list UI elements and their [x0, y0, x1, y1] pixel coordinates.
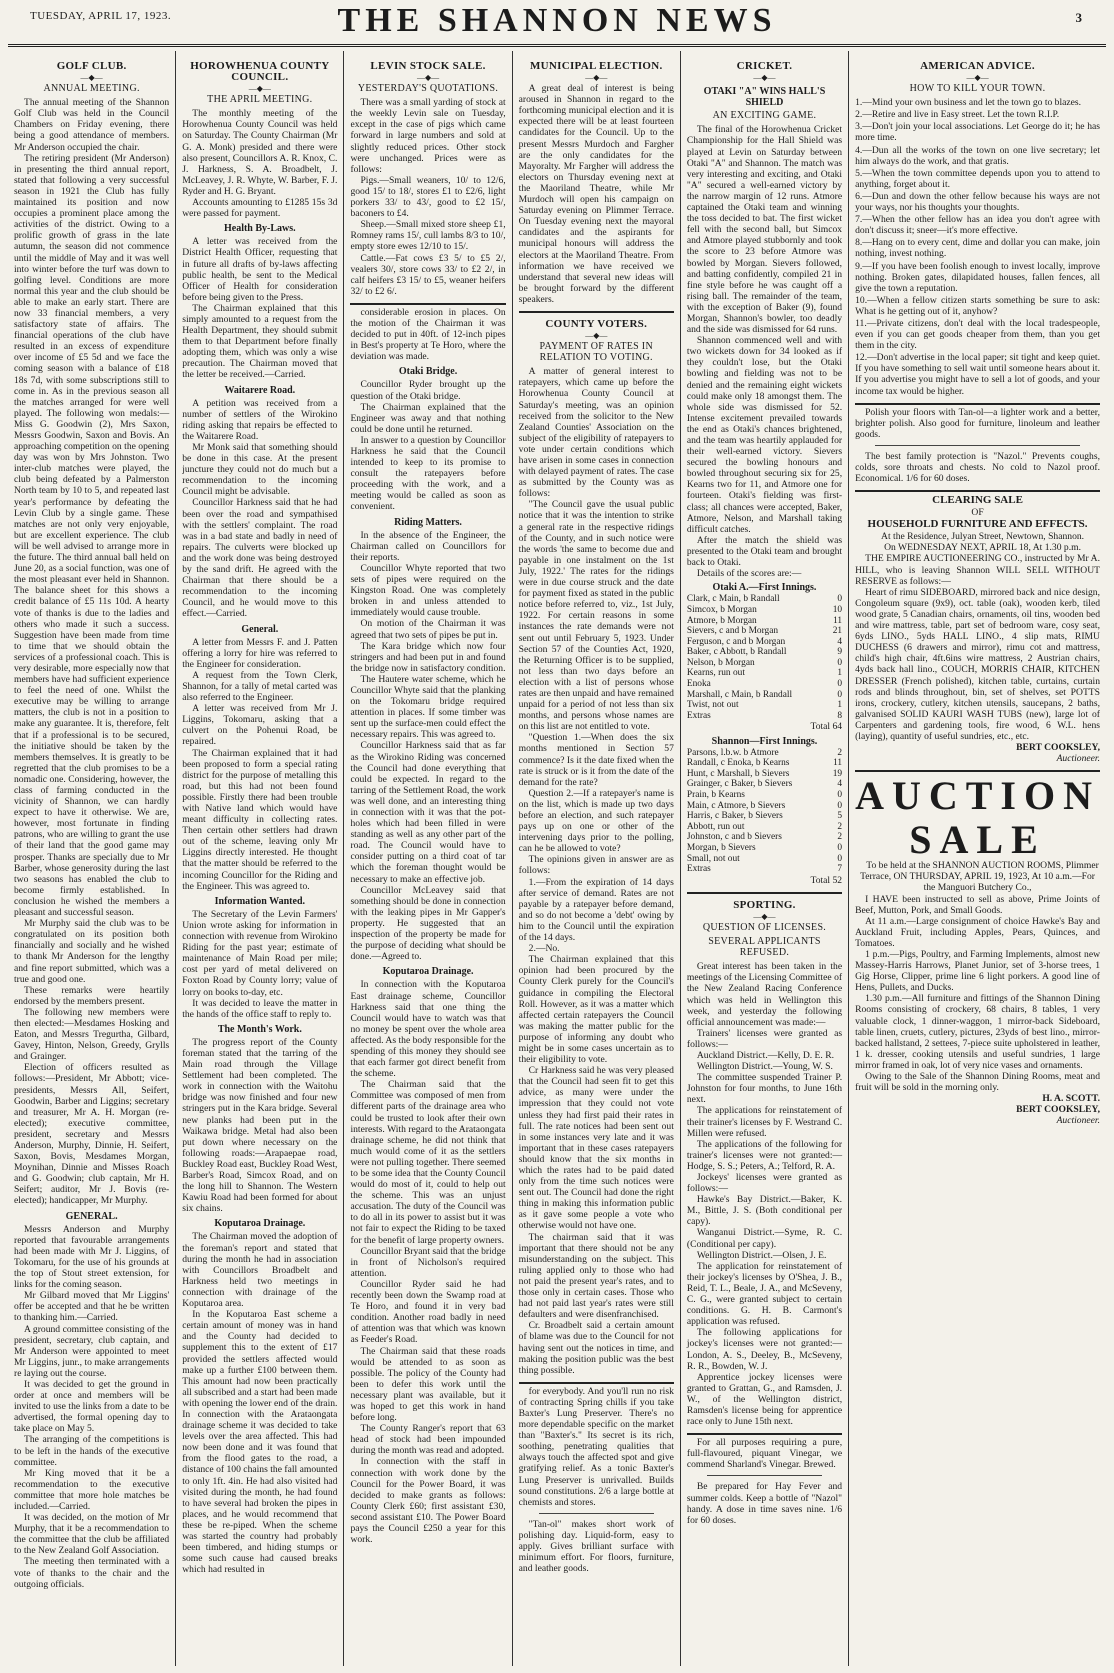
paragraph: The arranging of the competitions is to be left in the hands of the executive committee. [14, 1434, 170, 1468]
sale-banner: SALE [909, 817, 1046, 863]
batsman: Prain, b Kearns [686, 790, 745, 800]
paragraph: Councillor Harkness said that as far as the Wirokino Riding was concerned the Council had done everything that could be expected. In regard to the tarring of the Settlement Road, the work was well done, and an interesting thing in connection with it was that the pot-holes which had been filled in were standing as well as any other part of the road. The Council would have to consider putting on a third coat of tar which the foreman thought would be necessary to make an effective job. [350, 740, 506, 885]
headline: SPORTING. [733, 898, 796, 911]
paragraph: A request from the Town Clerk, Shannon, for a tally of metal carted was also referred to the Engineer. [182, 669, 338, 704]
ornament-icon: ―◆― [753, 73, 776, 83]
divider [519, 311, 674, 313]
batsman: Nelson, b Morgan [686, 657, 755, 668]
paragraph: "The Council gave the usual public notice that it was the intention to strike a general rate in the respective ridings of the County, and in such notice were the words 'the same to become due and payable in one instalment on the 1st July, 1922.' The rates for the ridings were in due course struck and the date for payment fixed as stated in the public notice before referred to, viz., 1st July, 1922. For certain reasons in some instances the rate demands were not sent out until February 5, 1923. Under Section 57 of the Counties Act, 1920, the Returning Officer is to be supplied, not less than two days before an election with a list of persons whose rates are then unpaid and have remained unpaid for a period of not less than six months, and persons whose names are on this list are not entitled to vote. [518, 499, 674, 733]
auction-text: At 11 a.m.—Large consignment of choice Hawke's Bay and Auckland Fruit, including Apples, Pears, Quinces, and Tomatoes. [855, 915, 1100, 949]
divider [855, 770, 1100, 772]
advert-text: for everybody. And you'll run no risk of contracting Spring chills if you take Baxter's Lung Preserver. There's no more dependable specific on the market than "Baxter's." Its secret is its rich, soothing, penetrating qualities that always touch the affected spot and give gratifying relief. As a tonic Baxter's Lung Preserver is unrivalled. Builds sound constitutions. 2/6 a large bottle at chemists and stores. [518, 1385, 674, 1508]
paragraph: Councillor Harkness said that he had been over the road and sympathised with the settlers' complaint. The road was in a bad state and badly in need of repairs. The culverts were blocked up and the work done was being destroyed by the sand drift. He agreed with the Chairman that there should be a recommendation to the incoming Council, and he would move to this effect.—Carried. [182, 497, 338, 620]
batsman: Simcox, b Morgan [686, 604, 757, 615]
scorecard [687, 748, 842, 875]
headline: AMERICAN ADVICE. [920, 60, 1035, 72]
article-body [687, 124, 842, 579]
paragraph: The following new members were then elected:—Mesdames Hosking and Eaton, and Messrs Tregurtha, Gilbard, Gavey, Hinton, Nelson, Greedy, Grylls and Grainger. [14, 1006, 170, 1063]
runs: 1 [837, 668, 843, 679]
batsman: Enoka [686, 679, 711, 690]
score-row [687, 647, 842, 658]
paragraph: Mr Murphy said the club was to be congratulated on its position both financially and socially and he wished to thank Mr Anderson for the lengthy and fine report submitted, which was a true and good one. [14, 918, 170, 985]
auctioneer-name: BERT COOKSLEY, [1016, 742, 1100, 754]
section-heading: Riding Matters. [394, 516, 462, 528]
paragraph: The annual meeting of the Shannon Golf Club was held in the Council Chambers on Friday evening, there being a good attendance of members. Mr Anderson occupied the chair. [14, 97, 170, 153]
paragraph: The meeting then terminated with a vote of thanks to the chair and the outgoing officials. [14, 1556, 170, 1590]
auctioneer-name: BERT COOKSLEY, [1016, 1104, 1100, 1116]
clearing-sale-of: OF [971, 507, 984, 519]
score-row [687, 616, 842, 627]
runs: 19 [832, 768, 843, 779]
runs: 21 [832, 626, 843, 637]
batsman: Johnston, c and b Sievers [686, 832, 782, 843]
paragraph: In answer to a question by Councillor Harkness he said that the Council intended to keep to its promise to consult the ratepayers before proceeding with the work, and a meeting would be called as soon as convenient. [350, 434, 506, 513]
paragraph: "Question 1.—When does the six months mentioned in Section 57 commence? Is it the date fixed when the rate is struck or is it from the date of the demand for the rate? [518, 732, 674, 788]
auction-banner: AUCTION [855, 773, 1100, 819]
paragraph: 5.—When the town committee depends upon you to attend to anything, forget about it. [855, 167, 1100, 190]
ornament-icon: ―◆― [248, 84, 271, 94]
paragraph: The Secretary of the Levin Farmers' Union wrote asking for information in connection with revenue from Wirokino Riding for the past year; estimate of maintenance of Main Road per mile; cost per yard of metal delivered on Foxton Road by County lorry; value of lorry on books to-day, etc. [182, 908, 338, 998]
clearing-sale-title: CLEARING SALE [932, 494, 1023, 507]
paragraph: After the match the shield was presented to the Otaki team and brought back to Otaki. [686, 534, 843, 569]
divider [707, 1475, 822, 1476]
paragraph: It was decided to get the ground in order at once and members will be invited to use the links from a date to be advertised, the formal opening day to take place on May 5. [14, 1378, 170, 1435]
divider [519, 1382, 674, 1384]
paragraph: It was decided, on the motion of Mr Murphy, that it be a recommendation to the committee that the club be affiliated to the New Zealand Golf Association. [14, 1512, 170, 1557]
paragraph: The applications of the following for trainer's licenses were not granted:—Hodge, S. S.; Peters, A.; Telford, R. A. [686, 1138, 843, 1172]
auction-text: Owing to the Sale of the Shannon Dining Rooms, meat and fruit will be sold in the morning only. [855, 1071, 1100, 1094]
paragraph: The County Ranger's report that 63 head of stock had been impounded during the month was read and adopted. [350, 1423, 506, 1457]
paragraph: 2.—Retire and live in Easy street. Let the town R.I.P. [855, 109, 1060, 121]
paragraph: The Chairman explained that the Engineer was away and that nothing could be done until he returned. [350, 401, 506, 435]
paragraph: Pigs.—Small weaners, 10/ to 12/6, good 15/ to 18/, stores £1 to £2/6, light porkers 33/ to 43/, good to £2 15/, baconers to £4. [350, 174, 506, 220]
article-body [519, 366, 674, 1376]
score-row [687, 843, 842, 854]
score-row [687, 790, 842, 801]
paragraph: The progress report of the County foreman stated that the tarring of the Main road through the Village Settlement had been completed. The work in connection with the Waitohu bridge was now finished and four new stringers put in the Kara bridge. Several new planks had been put in the Waikawa bridge. Metal had also been put down where necessary on the following roads:—Arapaepae road, Buckley Road east, Buckley Road West, Barber's Road, Simcox Road, and on the long hill to Shannon. The Western Kawiu Road had been formed for about six chains. [182, 1036, 338, 1215]
batsman: Marshall, c Main, b Randall [686, 689, 793, 700]
ornament-icon: ―◆― [585, 73, 608, 83]
paragraph: It was decided to leave the matter in the hands of the office staff to reply to. [182, 997, 338, 1020]
signatory: H. A. SCOTT. [1042, 1093, 1100, 1105]
score-row [687, 769, 842, 780]
paragraph: The Chairman explained that it had been proposed to form a special rating district for the purpose of metalling this road, but this had not been found possible. Firstly there had been trouble with Native land which would have meant difficulty in collecting rates. Then certain other settlers had drawn out of the scheme, leaving only Mr Liggins directly interested. He thought that the matter should be referred to the incoming Councillor for the Riding and the Engineer. This was agreed to. [182, 747, 338, 892]
paragraph: Auckland District.—Kelly, D. E. R. [696, 1049, 835, 1061]
runs: 9 [837, 647, 843, 658]
divider [855, 490, 1100, 492]
batsman: Kearns, run out [686, 668, 745, 679]
headline: HOROWHENUA COUNTY COUNCIL. [190, 60, 330, 84]
paragraph: In the Koputaroa East scheme a certain amount of money was in hand and the County had decided to supplement this to the extent of £17 provided the settlers affected would make up a further £100 between them. This amount had now been practically all subscribed and a start had been made with opening the lower end of the drain. In connection with the Arataongata drainage scheme it was decided to take levels over the area affected. This had now been done and it was found that from the flood gates to the road, a distance of 100 chains the fall amounted to only 1ft. 4in. He had also visited had visited during the month, he had found to have several had broken the pipes in places, and he would recommend that these be re-piped. When the scheme was started the country had probably been timbered, and hiding stumps or some such cause had caused breaks which had resulted in [182, 1309, 338, 1576]
paragraph: 1.—From the expiration of 14 days after service of demand. Rates are not payable by a ratepayer before demand, and so do not become a 'debt' owing by him to the Council until the expiration of the 14 days. [518, 876, 674, 944]
auctioneer-title: Auctioneer. [1056, 753, 1100, 765]
auction-text: 1 p.m.—Pigs, Poultry, and Farming Implements, almost new Massey-Harris Harrows, Planet Junior, set of 3-horse trees, 1 Gig Horse, Clipper, prime line 6 light porkers. A good line of Hens, Pullets, and Ducks. [855, 949, 1100, 994]
paragraph: The Chairman explained that this opinion had been procured by the County Clerk purely for the Council's guidance in compiling the Electoral Roll. However, as it was a matter which affected certain ratepayers the Council was making the matter public for the purpose of informing any doubt who might be in some cases uncertain as to their eligibility to vote. [518, 954, 674, 1066]
score-row [687, 748, 842, 759]
score-row [687, 801, 842, 812]
issue-date: TUESDAY, APRIL 17, 1923. [30, 10, 172, 22]
score-row [687, 605, 842, 616]
paragraph: The committee suspended Trainer P. Johnston for four months, to June 16th next. [686, 1072, 843, 1106]
auction-text: I HAVE been instructed to sell as above, Prime Joints of Beef, Mutton, Pork, and Small Goods. [855, 893, 1100, 916]
page-number: 3 [1075, 10, 1082, 25]
column-cricket [681, 51, 849, 1666]
runs: 10 [832, 604, 843, 615]
paragraph: The retiring president (Mr Anderson) in presenting the third annual report, stated that following a very successful season in 1921 the Club has fully maintained its position and now occupies a prominent place among the activities of the district. Owing to a prolific growth of grass in the late autumn, the season did not commence until the middle of May and it was well into winter before the turf was down to golfing level. Conditions are more normal this year and the club should be able to make an early start. There are now 33 financial members, a very satisfactory state of affairs. The financial operations of the club have resulted in an excess of expenditure over income of £5 5d and we face the coming season with a balance of £18 18s 7d, with some subscriptions still to come in. As in the previous season all the matches arranged for were well played. The following won medals:—Miss G. Goodwin (2), Mrs Saxon, Messrs Goodwin, Saxon and Bovis. An approaching competition on the opening day was won by Mrs Johnston. Two inter-club matches were played, the club being defeated by a Palmerston North team by 10 to 5, and repeated last year's performance by defeating the Levin Club by a single game. These matches are not only very enjoyable, but are excellent experience. The club will be well advised to arrange more in the future. The third annual ball held on June 20, as a social function, was one of the most pleasant ever held in Shannon. The balance sheet for this shows a credit balance of £5 11s 10d. A hearty vote of thanks is due to the ladies and others who made it such a success. Suggestion have been made from time to time that we should obtain the services of a professional coach. This is very desirable, more especially now that members have had sufficient experience to feel the need of one. Whilst the executive may be willing to arrange matters, the club is not in a position to make any guarantee. It is, therefore, felt that if a professional is to be secured, the initiative should be taken by the members themselves. It is greatly to be regretted that the club promises to be a nomadic one. Considering, however, the class of farming conducted in the vicinity of Shannon, we can hardly expect to have it otherwise. We are, however, most fortunate in finding patrons, who are willing to grant the use of their land that the good game may prosper. Thanks are specially due to Mr Barber, whose generosity during the last two seasons has enabled the club to become firmly established. In conclusion he wished the members a pleasant and successful season. [14, 152, 170, 919]
runs: 0 [837, 800, 843, 811]
sale-items: Heart of rimu SIDEBOARD, mirrored back and nice design, Congoleum square (9x9), oct. table (oak), wooden kerb, tiled wood grate, 5 Canadian chairs, ornaments, oil tins, wooden bed and wire mattress, table, part set of bedroom ware, cosy seat, 6yds LINO., 5yds HALL LINO., 4 slip mats, RIMU DUCHESS (6 drawers and mirror), rimu cot and mattress, child's high chair, 4ft.6ins wire mattress, 2 Austrian chairs, 4yds back hall lino., COUCH, MORRIS CHAIR, KITCHEN DRESSER (French polished), kitchen table, curtains, curtain rods and blinds throughout, bin, set of shelves, set POTTS irons, crockery, cutlery, kitchen utensils, saucepans, 2 baths, galvanised SOLID KAURI WASH TUBS (new), large lot of Carpenters and gardening tools, fire wood, 6 W.L. hens (laying), quantity of useful sundries, etc., etc. [855, 586, 1100, 742]
paragraph: 10.—When a fellow citizen starts something be sure to ask: What is he getting out of it, anyhow? [855, 294, 1100, 317]
innings-heading: Otaki A.—First Innings. [712, 582, 817, 594]
score-row [687, 679, 842, 690]
article-body [182, 236, 337, 380]
paragraph: Trainers' licenses were granted as follows:— [686, 1027, 843, 1050]
subheadline: HOW TO KILL YOUR TOWN. [909, 83, 1046, 95]
paragraph: Question 2.—If a ratepayer's name is on the list, which is made up two days before an election, and such ratepayer pays up on one or other of the intervening days prior to the polling, can he be allowed to vote? [518, 787, 674, 855]
paragraph: The Chairman moved the adoption of the foreman's report and stated that during the month he had in association with Councillors Broadbelt and Harkness held two meetings in connection with drainage of the Koputaroa area. [182, 1231, 338, 1310]
article-body [350, 379, 505, 512]
paragraph: The final of the Horowhenua Cricket Championship for the Hall Shield was played at Levin on Saturday between Otaki "A" and Shannon. The match was very interesting and exciting, and Otaki "A" secured a well-earned victory by the narrow margin of 12 runs. Atmore captained the Otaki team and winning the toss decided to bat. The first wicket fell with the second ball, but Simcox and Atmore played stubbornly and took the score to 23 before Atmore was bowled by Morgan. Sievers followed, and batting confidently, compiled 21 in fine style before he was caught off a rising ball. The remainder of the team, with the exception of Baker (9), found Morgan, Shannon's bowler, too deadly and the side was dismissed for 64 runs. [686, 124, 843, 336]
headline: CRICKET. [736, 60, 793, 72]
paragraph: 2.—No. [528, 943, 560, 955]
runs: 8 [837, 710, 843, 721]
runs: 0 [837, 853, 843, 864]
paragraph: The opinions given in answer are as follows: [518, 854, 674, 877]
section-heading: The Month's Work. [217, 1023, 302, 1035]
auctioneer-title: Auctioneer. [1056, 1115, 1100, 1127]
headline: GOLF CLUB. [56, 60, 127, 72]
batsman: Baker, c Abbott, b Randall [686, 647, 787, 658]
headline: COUNTY VOTERS. [545, 317, 648, 330]
paragraph: A letter was received from the District Health Officer, requesting that in future all drafts of by-laws affecting public health, be sent to the Medical Officer of Health for consideration before being given to the Press. [182, 236, 338, 303]
advert-text: "Tan-ol" makes short work of polishing day. Liquid-form, easy to apply. Gives brilliant surface with minimum effort. For floors, furniture, and leather goods. [518, 1518, 674, 1575]
section-heading: General. [241, 623, 279, 635]
paragraph: Cattle.—Fat cows £3 5/ to £5 2/, vealers 30/, store cows 33/ to £2 2/, in calf heifers £3 15/ to £5, weaner heifers 32/ to £2 6/. [350, 252, 506, 297]
divider [539, 1513, 654, 1514]
score-row [687, 822, 842, 833]
advice-list [855, 97, 1100, 396]
paragraph: The Hautere water scheme, which he Councillor Whyte said that the planking on the Tokomaru bridge required attention in places. If some timber was sent up the surface-men could effect the necessary repairs. This was agreed to. [350, 673, 506, 741]
columns [8, 51, 1106, 1666]
column-county-council [176, 51, 344, 1666]
sale-date: On WEDNESDAY NEXT, APRIL 18, At 1.30 p.m. [884, 542, 1081, 554]
section-heading: Health By-Laws. [223, 223, 296, 235]
score-row [687, 711, 842, 722]
subheadline: QUESTION OF LICENSES. [702, 921, 827, 933]
score-row [687, 658, 842, 669]
runs: 4 [837, 636, 843, 647]
headline: MUNICIPAL ELECTION. [529, 60, 663, 72]
paragraph: A letter from Messrs F. and J. Patten offering a lorry for hire was referred to the Engineer for consideration. [182, 636, 338, 670]
runs: 7 [837, 864, 843, 875]
article-body [182, 1037, 337, 1215]
ornament-icon: ―◆― [966, 73, 989, 83]
runs: 1 [837, 700, 843, 711]
score-row [687, 779, 842, 790]
section-heading: Koputaroa Drainage. [382, 966, 474, 978]
divider [855, 403, 1100, 405]
divider [350, 303, 505, 305]
paragraph: Cr Harkness said he was very pleased that the Council had seen fit to get this advice, as many were under the impression that they could not vote unless they had first paid their rates in full. The rate notices had been sent out in some instances very late and it was important that in these cases ratepayers should know that the six months in which the rates had to be paid dated only from the time such notices were sent out. The Council had done the right thing in making this information public as it gave some people a vote who otherwise would not have one. [518, 1065, 674, 1232]
article-body [182, 398, 337, 620]
paragraph: There was a small yarding of stock at the weekly Levin sale on Tuesday, except in the case of pigs which came forward in large numbers and sold at slightly reduced prices. Other stock were unchanged. Prices were as follows: [350, 97, 506, 175]
paragraph: Councillor Ryder brought up the question of the Otaki bridge. [350, 379, 506, 402]
runs: 0 [837, 842, 843, 853]
score-row [687, 864, 842, 875]
column-municipal [513, 51, 681, 1666]
divider [875, 445, 1080, 446]
batsman: Sievers, c and b Morgan [686, 626, 779, 637]
runs: 0 [837, 594, 843, 605]
paragraph: The Chairman said that these roads would be attended to as soon as possible. The policy of the County had been to defer this work until the necessary plant was available, but it was hoped to get this work in hand before long. [350, 1345, 506, 1424]
article-body [687, 961, 842, 1427]
section-heading: Information Wanted. [214, 895, 306, 907]
section-heading: Otaki Bridge. [398, 366, 458, 378]
auction-text: 1.30 p.m.—All furniture and fittings of the Shannon Dining Rooms consisting of crockery, 68 chairs, 8 tables, 1 very valuable clock, 1 dinner-waggon, 1 mirror-back Sideboard, table linen, cruets, cutlery, pictures, 23yds of best lino., mirror-backed hallstand, 2 settees, 7-piece suite upholstered in leather, 1 k. dresser, cooking utensils and useful sundries, 1 large mirror framed in oak, lot of very nice vases and ornaments. [855, 993, 1100, 1071]
paragraph: Details of the scores are:— [696, 568, 802, 580]
runs: 11 [833, 615, 843, 626]
ornament-icon: ―◆― [753, 911, 776, 921]
batsman: Extras [686, 710, 711, 721]
article-body [350, 530, 505, 963]
paragraph: Councillor Ryder said he had recently been down the Swamp road at Te Horo, and found it in very bad condition. Another road badly in need of attention was that which was known as Feeder's Road. [350, 1278, 506, 1346]
paragraph: The Chairman explained that this simply amounted to a request from the Health Department, they should submit them to that Department before finally adopting them, which was only a wise precaution. The Chairman moved that the letter be received.—Carried. [182, 302, 338, 381]
article-body [182, 108, 337, 219]
subheadline: THE APRIL MEETING. [207, 94, 313, 106]
runs: 2 [837, 832, 843, 843]
divider [687, 1433, 842, 1435]
paragraph: The following applications for jockey's licenses were not granted:—London, A. S., Deeley, B., McSeveny, R. R., Bowden, W. J. [686, 1327, 843, 1372]
runs: 2 [837, 747, 843, 758]
runs: 11 [833, 758, 843, 769]
paragraph: These remarks were heartily endorsed by the members present. [14, 984, 170, 1007]
runs: 0 [837, 689, 843, 700]
innings-total: Total 64 [810, 721, 843, 733]
score-row [687, 811, 842, 822]
batsman: Harris, c Baker, b Sievers [686, 811, 783, 822]
paragraph: 12.—Don't advertise in the local paper; sit tight and keep quiet. If you have something to sell wait until someone hears about it. If you advertise you might have to sell a lot of goods, and your income tax would be higher. [855, 352, 1100, 397]
section-heading: GENERAL. [65, 1210, 118, 1222]
paragraph: Mr King moved that it be a recommendation to the executive committee that more hole matches be included.—Carried. [14, 1467, 170, 1512]
divider [687, 892, 842, 894]
paragraph: Councillor McLeavey said that something should be done in connection with the leaking pipes in Mr Gapper's property. He suggested that an inspection of the property be made for the purpose of deciding what should be done.—Agreed to. [350, 884, 506, 963]
subheadline: ANNUAL MEETING. [43, 83, 140, 95]
paragraph: The Kara bridge which now four stringers and had been put in and found the bridge now in satisfactory condition. [350, 640, 506, 674]
ornament-icon: ―◆― [585, 331, 608, 341]
runs: 0 [837, 657, 843, 668]
batsman: Extras [686, 864, 711, 875]
runs: 0 [837, 790, 843, 800]
newspaper-title: THE SHANNON NEWS [337, 2, 777, 39]
paragraph: 6.—Dun and down the other fellow because his ways are not your ways, nor his thoughts your thoughts. [855, 190, 1100, 214]
paragraph: A matter of general interest to ratepayers, which came up before the Horowhenua County Council at Saturday's meeting, was an opinion received from the solicitor to the New Zealand Counties' Association on the subject of the eligibility of ratepayers to vote under certain conditions which have arisen in some cases in connection with delayed payment of rates. The case as submitted by the County was as follows: [518, 366, 674, 500]
paragraph: Wellington District.—Young, W. S. [696, 1061, 833, 1073]
paragraph: A great deal of interest is being aroused in Shannon in regard to the forthcoming municipal election and it is expected there will be at least fourteen candidates for the Council. Up to the present Messrs Murdoch and Fargher are the only candidates for the Mayoralty. Mr Fargher will address the electors on Thursday evening next at the Maoriland Theatre, while Mr Murdoch will open his campaign on Saturday evening on Plimmer Terrace. On Tuesday evening next the mayoral candidates and the aspirants for municipal honours will address the electors at the Maoriland Theatre. From information we have received we understand that several new ideas will be brought forward by the different speakers. [518, 83, 674, 305]
sale-intro: THE EMPIRE AUCTIONEERING CO., instructed by Mr A. HILL, who is leaving Shannon WILL SELL WITHOUT RESERVE as follows:— [855, 553, 1100, 587]
section-heading: Waitarere Road. [224, 384, 296, 396]
score-row [687, 854, 842, 865]
scorecard [687, 594, 842, 721]
paragraph: 7.—When the other fellow has an idea you don't agree with don't discuss it; sneer—it's more effective. [855, 214, 1100, 237]
score-row [687, 758, 842, 769]
runs: 4 [837, 779, 843, 790]
paragraph: Shannon commenced well and with two wickets down for 34 looked as if they couldn't lose, but the Otaki bowling and fielding was not to be denied and the remaining eight wickets could make only 18 amongst them. The whole side was dismissed for 52. Intense excitement prevailed towards the end as Otaki's chances brightened, and the team was heartily applauded for their well-earned victory. Sievers secured the bowling honours and bowled throughout securing six for 25, Kearns two for 11, and Atmore one for fourteen. Otaki's fielding was first-class; all chances were accepted, Baker, Atmore, Nelson, and Marshall taking difficult catches. [686, 335, 843, 535]
ornament-icon: ―◆― [416, 73, 440, 83]
score-row [687, 700, 842, 711]
advert-text: For all purposes requiring a pure, full-flavoured, piquant Vinegar, we commend Sharland's Vinegar. Brewed. [686, 1437, 843, 1471]
innings-total: Total 52 [810, 874, 843, 886]
article-body [14, 1224, 169, 1590]
article-body [350, 97, 505, 297]
batsman: Parsons, l.b.w. b Atmore [686, 747, 779, 758]
paragraph: Hawke's Bay District.—Baker, K. M., Bittle, J. S. (Both conditional per capy). [686, 1194, 843, 1228]
column-stock-sale [344, 51, 512, 1666]
batsman: Grainger, c Baker, b Sievers [686, 779, 793, 790]
runs: 2 [837, 821, 843, 832]
innings-heading: Shannon—First Innings. [711, 735, 818, 747]
batsman: Twist, not out [686, 700, 739, 711]
batsman: Ferguson, c and b Morgan [686, 636, 786, 647]
score-row [687, 594, 842, 605]
paragraph: A petition was received from a number of settlers of the Wirokino riding asking that repairs be effected to the Waitarere Road. [182, 397, 338, 442]
headline: LEVIN STOCK SALE. [370, 60, 486, 72]
score-row [687, 668, 842, 679]
runs: 0 [837, 679, 843, 690]
masthead [8, 0, 1106, 47]
paragraph: Wellington District.—Olsen, J. E. [696, 1249, 827, 1261]
article-body [182, 1231, 337, 1575]
paragraph: The applications for reinstatement of their trainer's licenses by F. Westrand C. Millen were refused. [686, 1105, 843, 1139]
subheadline: OTAKI "A" WINS HALL'S SHIELD [703, 86, 826, 109]
subheadline: AN EXCITING GAME. [712, 110, 817, 122]
paragraph: The chairman said that it was important that there should not be any misunderstanding on the subject. This ruling applied only to those who had not paid the present year's rates, and to those only in certain cases. Those who had not paid last year's rates were still defaulters and were disenfranchised. [518, 1231, 674, 1321]
advert-text: Polish your floors with Tan-ol—a lighter work and a better, brighter polish. Also good for furniture, linoleum and leather goods. [855, 406, 1100, 440]
score-row [687, 690, 842, 701]
batsman: Main, c Atmore, b Sievers [686, 800, 786, 811]
paragraph: 4.—Dun all the works of the town on one live secretary; let him always do the work, and that gratis. [855, 144, 1100, 167]
paragraph: 11.—Private citizens, don't deal with the local tradespeople, even if you can get goods cheaper from them, than you get them in the city. [855, 317, 1100, 352]
paragraph: The Chairman said that the Committee was composed of men from different parts of the drainage area who could be trusted to look after their own interests. With regard to the Arataongata drainage scheme, he did not think that much would come of it as the settlers were not pulling together. There seemed to be some idea that the County Council would do most of it, could to help out the scheme. This was an unjust accusation. The duty of the Council was to do all in its power to assist but it was not fair to expect the Riding to be taxed for the benefit of large property owners. [350, 1079, 506, 1246]
paragraph: Election of officers resulted as follows:—President, Mr Abbott; vice-presidents, Messrs All, Seifert, Goodwin, Barber and Liggins; secretary and treasurer, Mr A. H. Morgan (re-elected); executive committee, president, secretary and Messrs Anderson, Murphy, Dinnie, H. Seifert, Saxon, Bovis, Mesdames Morgan, Moynihan, Dinnie and Misses Roach and G. Goodwin; club captain, Mr H. Seifert; auditor, Mr J. Bovis (re-elected); handicapper, Mr Murphy. [14, 1062, 170, 1207]
paragraph: considerable erosion in places. On the motion of the Chairman it was decided to put in 40ft. of 12-inch pipes in Best's property at Te Horo, where the deviation was made. [350, 306, 506, 363]
auction-details: To be held at the SHANNON AUCTION ROOMS, Plimmer Terrace, ON THURSDAY, APRIL 19, 1923, At 10 a.m.—For the Manguori Butchery Co., [860, 860, 1099, 894]
advert-text: Be prepared for Hay Fever and summer colds. Keep a bottle of "Nazol" handy. A dose in time saves nine. 1/6 for 60 doses. [686, 1481, 843, 1526]
batsman: Abbott, run out [686, 821, 745, 832]
paragraph: Jockeys' licenses were granted as follows:— [686, 1172, 843, 1195]
column-american-advice [849, 51, 1106, 1666]
score-row [687, 832, 842, 843]
article-body [182, 909, 337, 1020]
runs: 5 [837, 811, 843, 822]
batsman: Clark, c Main, b Randall [686, 594, 780, 605]
score-row [687, 626, 842, 637]
batsman: Morgan, b Sievers [686, 842, 756, 853]
paragraph: Mr Gilbard moved that Mr Liggins' offer be accepted and that he be written to thanking him.—Carried. [14, 1290, 170, 1324]
ornament-icon: ―◆― [80, 73, 103, 83]
article-body [519, 83, 674, 305]
article-body [14, 97, 169, 1206]
clearing-sale-subtitle: HOUSEHOLD FURNITURE AND EFFECTS. [867, 518, 1088, 531]
paragraph: Messrs Anderson and Murphy reported that favourable arrangements had been made with Mr J. Liggins, of Tokomaru, for the use of his grounds at the top of Stout street extension, for links for the coming season. [14, 1223, 170, 1291]
paragraph: 8.—Hang on to every cent, dime and dollar you can make, join nothing, invest nothing. [855, 237, 1100, 260]
paragraph: 9.—If you have been foolish enough to invest locally, improve nothing. Broken gates, dilapidated houses, fallen fences, all give the town a reputation. [855, 260, 1100, 294]
section-heading: Koputaroa Drainage. [214, 1218, 306, 1230]
article-body [350, 979, 505, 1545]
advert-text: The best family protection is "Nazol." Prevents coughs, colds, sore throats and chests. No cold to Nazol proof. Economical. 1/6 for 60 doses. [855, 450, 1100, 485]
paragraph: Cr. Broadbelt said a certain amount of blame was due to the Council for not having sent out the notices in time, and making the position public was the best thing possible. [518, 1320, 674, 1376]
batsman: Randall, c Enoka, b Kearns [686, 758, 790, 769]
paragraph: The monthly meeting of the Horowhenua County Council was held on Saturday. The County Chairman (Mr G. A. Monk) presided and there were also present, Councillors A. R. Knox, C. J. Harkness, S. A. Broadbelt, J. McLeavey, J. R. Whyte, W. Barber, F. J. Ryder and H. G. Bryant. [182, 108, 338, 197]
paragraph: Councillor Whyte reported that two sets of pipes were required on the Kingston Road. One was completely broken in and unless attended to immediately would cause trouble. [350, 562, 506, 619]
sale-location: At the Residence, Julyan Street, Newtown, Shannon. [881, 531, 1085, 543]
batsman: Small, not out [686, 853, 740, 864]
batsman: Hunt, c Marshall, b Sievers [686, 768, 790, 779]
article-body [182, 637, 337, 892]
subheadline: PAYMENT OF RATES IN RELATION TO VOTING. [539, 341, 653, 364]
paragraph: Great interest has been taken in the meetings of the Licensing Committee of the New Zealand Racing Conference which was held in Wellington this week, and yesterday the following official announcement was made:— [686, 961, 843, 1028]
subheadline: SEVERAL APPLICANTS REFUSED. [708, 936, 821, 959]
paragraph: 1.—Mind your own business and let the town go to blazes. [855, 97, 1082, 109]
score-row [687, 637, 842, 648]
paragraph: In the absence of the Engineer, the Chairman called on Councillors for their reports. [350, 529, 506, 563]
paragraph: Councillor Bryant said that the bridge in front of Nicholson's required attention. [350, 1245, 506, 1279]
paragraph: Accounts amounting to £1285 15s 3d were passed for payment. [182, 197, 338, 220]
paragraph: In connection with the staff in connection with work done by the Council for the Power Board, it was decided to make grants as follows: County Clerk £60; first assistant £30, second assistant £10. The Power Board pays the Council £250 a year for this work. [350, 1456, 506, 1546]
column-golf-club [8, 51, 176, 1666]
paragraph: A ground committee consisting of the president, secretary, club captain, and Mr Anderson were appointed to meet Mr Liggins, junr., to make arrangements re laying out the course. [14, 1323, 170, 1379]
paragraph: Sheep.—Small mixed store sheep £1, Romney rams 15/, cull lambs 8/3 to 10/, empty store ewes 12/10 to 15/. [350, 219, 506, 253]
paragraph: The application for reinstatement of their jockey's licenses by O'Shea, J. B., Reid, T. L., Beale, J. A., and McSeveny, C. G., were granted subject to certain conditions. G. H. B. Carmont's application was refused. [686, 1260, 843, 1328]
paragraph: Wanganui District.—Syme, R. C. (Conditional per capy). [686, 1227, 843, 1250]
paragraph: 3.—Don't join your local associations. Let George do it; he has more time. [855, 121, 1100, 144]
paragraph: Mr Monk said that something should be done in this case. At the present juncture they could not do much but a recommendation to the incoming Council might be advisable. [182, 442, 338, 498]
batsman: Atmore, b Morgan [686, 615, 757, 626]
article-body [350, 307, 505, 362]
subheadline: YESTERDAY'S QUOTATIONS. [357, 83, 499, 95]
paragraph: A letter was received from Mr J. Liggins, Tokomaru, asking that a culvert on the Pohenui Road, be repaired. [182, 703, 338, 748]
paragraph: On motion of the Chairman it was agreed that two sets of pipes be put in. [350, 618, 506, 641]
paragraph: Apprentice jockey licenses were granted to Grattan, G., and Ramsden, J. W., of the Wellington district, Ramsden's license being for apprentice race only to June 15th next. [686, 1371, 843, 1428]
paragraph: In connection with the Koputaroa East drainage scheme, Councillor Harkness said that one thing the Council would have to watch was that no money be spent over the whole area affected. As the body responsible for the spending of this money they should see that each farmer got direct benefit from the scheme. [350, 979, 506, 1080]
